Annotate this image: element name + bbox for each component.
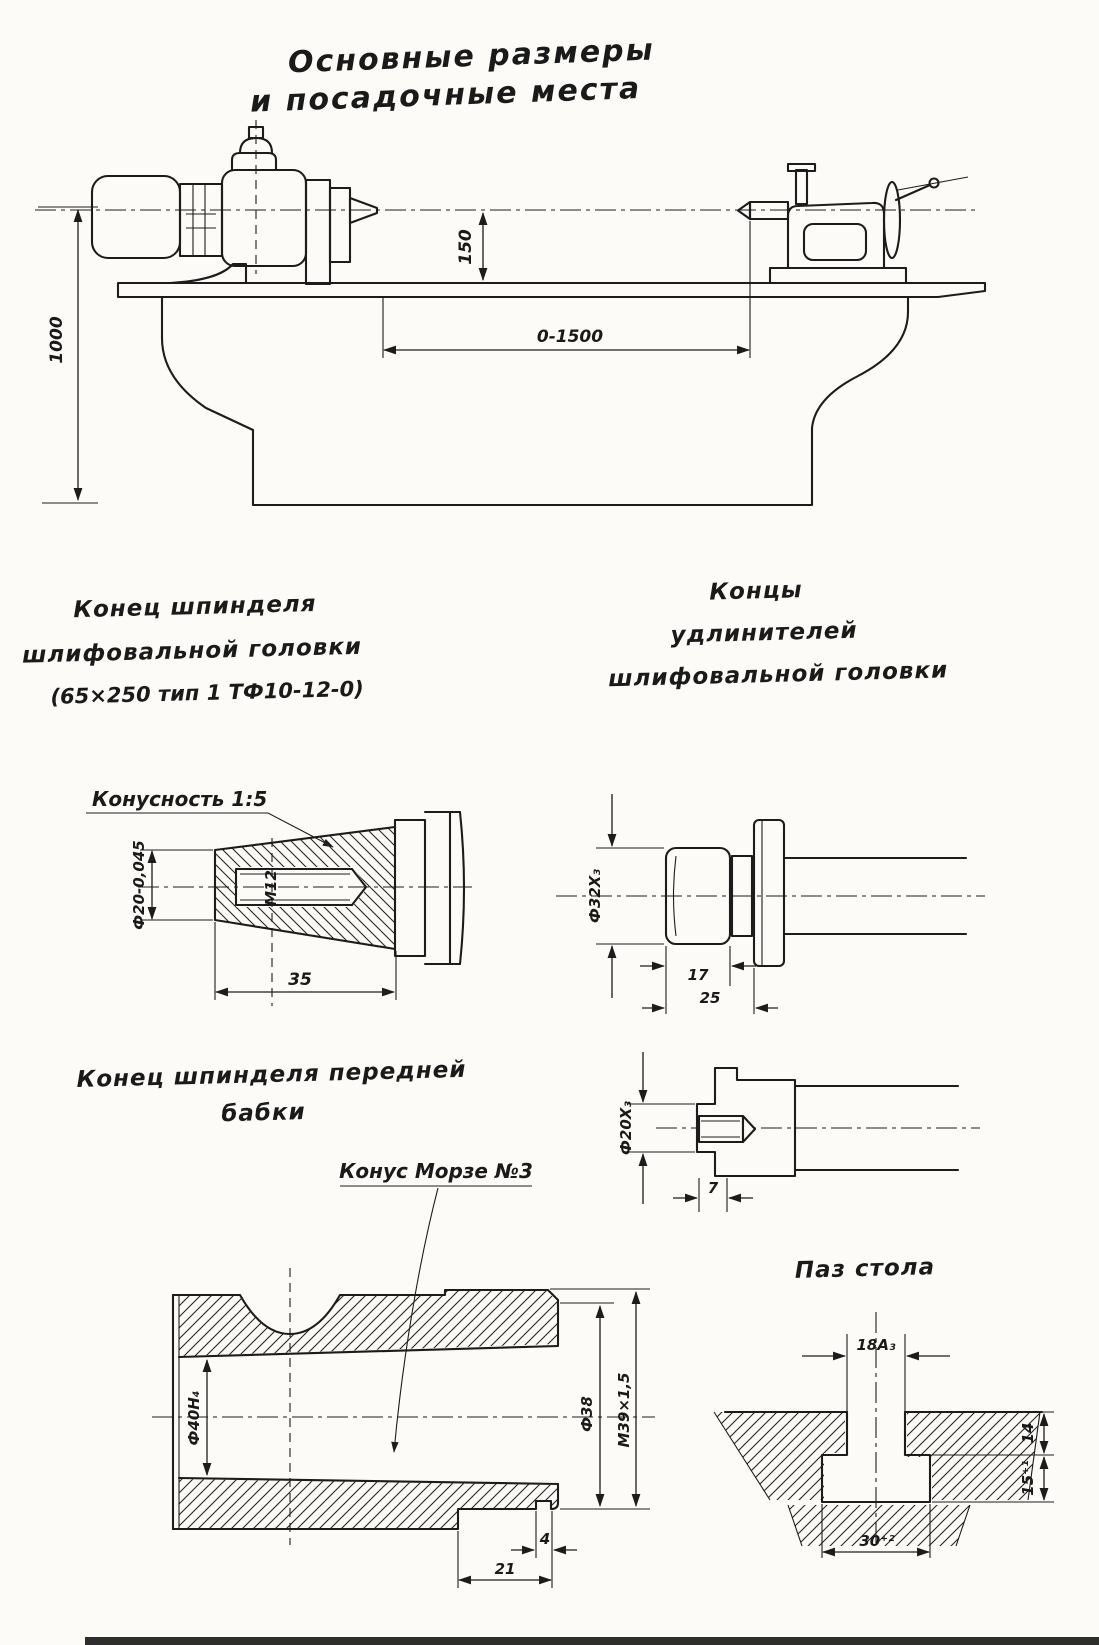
machine-bed	[118, 283, 985, 505]
heading-line: удлинителей	[670, 617, 858, 649]
grinding-spindle-end-drawing	[86, 787, 472, 1006]
upper-wall-hatch	[179, 1291, 557, 1356]
upper-dim-hex: 17	[687, 966, 709, 984]
tailstock	[738, 164, 968, 283]
spindle-section-hatch	[215, 827, 395, 949]
upper-dim-diameter: Ф32Х₃	[586, 869, 604, 923]
drawing-title	[248, 33, 656, 120]
dim-slot-width: 18А₃	[856, 1336, 896, 1354]
dim-taper-length: 35	[288, 970, 312, 990]
dim-upper-depth: 14	[1019, 1422, 1037, 1444]
extension-upper-drawing	[556, 794, 985, 1014]
threaded-bore	[699, 1116, 743, 1142]
tailstock-handwheel	[884, 182, 900, 258]
headstock-heading	[76, 1057, 468, 1131]
extensions-heading	[606, 573, 949, 692]
heading-line: шлифовальной головки	[21, 633, 363, 669]
machine-elevation-drawing	[35, 120, 985, 505]
lower-dim-diameter: Ф20Х₃	[617, 1101, 635, 1155]
dim-lower-depth: 15⁺¹	[1019, 1460, 1037, 1496]
heading-line: (65×250 тип 1 ТФ10-12-0)	[50, 676, 365, 709]
taper-label: Конусность 1:5	[92, 787, 268, 811]
headstock-spindle-drawing	[152, 1159, 655, 1588]
heading-line: шлифовальной головки	[607, 657, 949, 693]
dim-between-centers: 0-1500	[536, 327, 604, 347]
dim-center-height: 150	[456, 229, 476, 265]
dim-thread: М12	[262, 870, 280, 906]
table-slot-drawing	[714, 1254, 1054, 1558]
dim-bottom-width: 30⁺²	[859, 1532, 895, 1550]
morse-taper-label: Конус Морзе №3	[339, 1159, 533, 1183]
heading-line: Конец шпинделя	[72, 590, 317, 624]
grinding-wheelhead	[92, 120, 377, 284]
scan-edge-artifact	[85, 1637, 1099, 1645]
extension-flange	[754, 820, 784, 966]
lower-dim-length: 7	[707, 1179, 719, 1197]
title-line-2: и посадочные места	[249, 71, 642, 120]
dim-overall-height: 1000	[47, 316, 67, 364]
lower-wall-hatch	[179, 1479, 557, 1528]
machine-dimensions	[38, 207, 750, 503]
extension-lower-drawing	[617, 1052, 980, 1212]
dim-diameter: Ф20-0,045	[130, 840, 148, 930]
title-line-1: Основные размеры	[287, 32, 656, 81]
heading-line: бабки	[220, 1099, 306, 1128]
dim-groove: 4	[539, 1530, 551, 1548]
heading-line: Концы	[708, 577, 803, 606]
dim-nose-diameter: Ф38	[578, 1396, 596, 1432]
heading-line: Конец шпинделя передней	[76, 1056, 467, 1094]
dim-thread: М39×1,5	[615, 1372, 633, 1448]
table-slot-title: Паз стола	[794, 1254, 936, 1284]
dim-bore: Ф40Н₄	[185, 1390, 203, 1446]
dim-nose-length: 21	[494, 1560, 516, 1578]
upper-dim-length: 25	[699, 989, 721, 1007]
grinding-spindle-heading	[21, 590, 365, 710]
morse-taper-bore	[179, 1346, 558, 1484]
